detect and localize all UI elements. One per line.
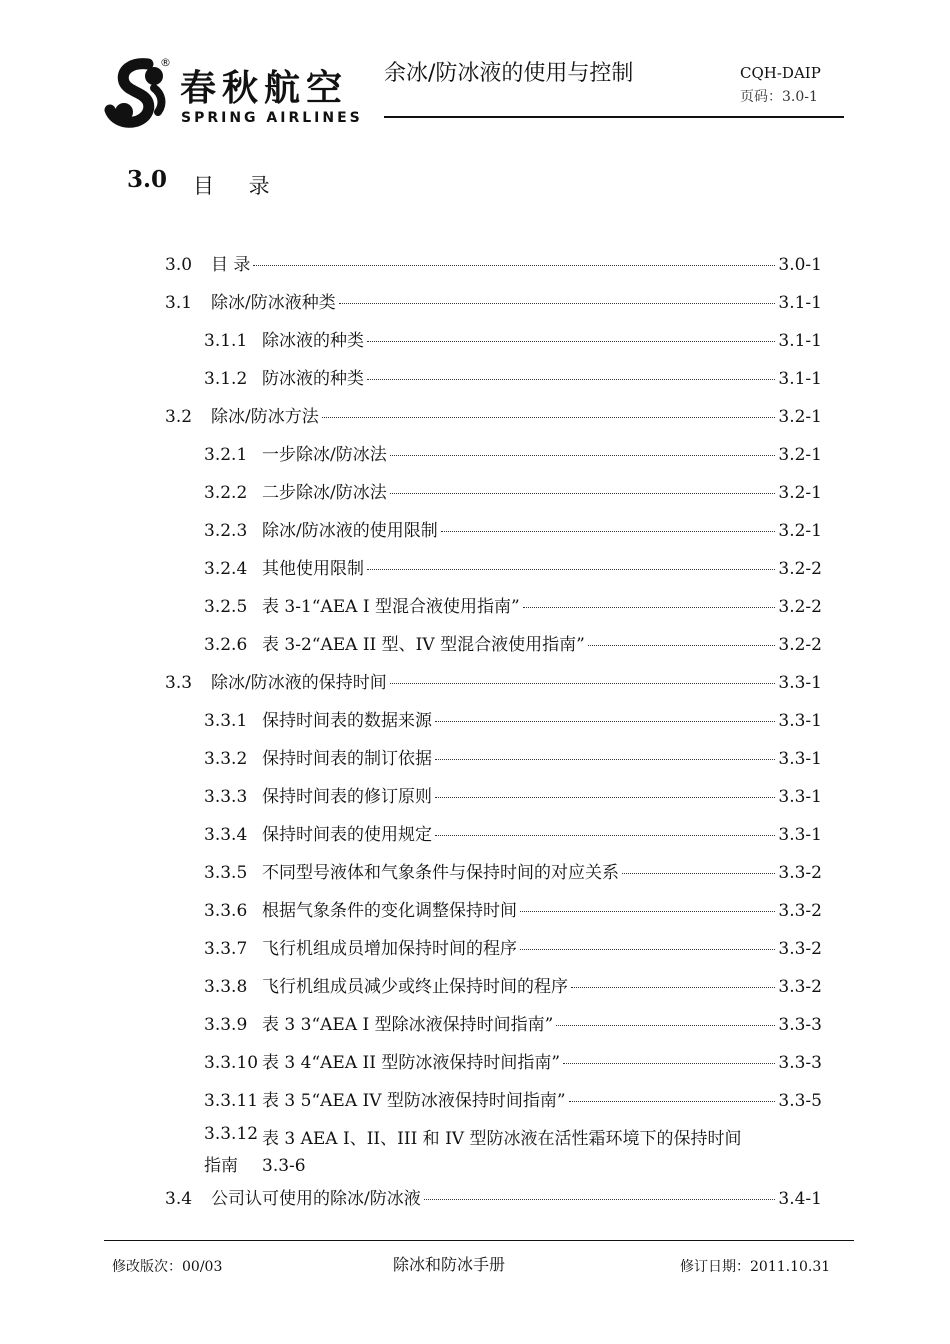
document-title: 余冰/防冰液的使用与控制 xyxy=(384,61,634,86)
toc-entry-number: 3.1 xyxy=(165,293,193,313)
toc-leader-dots xyxy=(424,1199,776,1200)
toc-entry-title: 除冰/防冰液的保持时间 xyxy=(211,673,387,693)
footer-manual-name: 除冰和防冰手册 xyxy=(393,1255,506,1274)
toc-entry-title: 除冰液的种类 xyxy=(262,331,364,351)
toc-entry-page: 3.3-5 xyxy=(778,1091,822,1111)
toc-entry-number: 3.3.5 xyxy=(204,863,248,883)
toc-entry-number: 3.3.4 xyxy=(204,825,248,845)
section-number: 3.0 xyxy=(127,166,168,193)
toc-entry-number: 3.3.1 xyxy=(204,711,248,731)
toc-entry[interactable] xyxy=(204,820,822,850)
toc-leader-dots xyxy=(390,493,776,494)
toc-entry[interactable] xyxy=(204,516,822,546)
toc-entry-number: 3.2.6 xyxy=(204,635,248,655)
toc-entry-page: 3.3-3 xyxy=(778,1053,822,1073)
footer-revision-date: 修订日期：2011.10.31 xyxy=(680,1259,831,1275)
toc-entry-page: 3.2-2 xyxy=(778,559,822,579)
toc-entry-page: 3.3-2 xyxy=(778,863,822,883)
toc-entry[interactable] xyxy=(204,744,822,774)
toc-entry-number: 3.3.8 xyxy=(204,977,248,997)
toc-entry-title: 除冰/防冰方法 xyxy=(211,407,319,427)
toc-entry-number: 3.3.7 xyxy=(204,939,248,959)
toc-entry[interactable] xyxy=(204,972,822,1002)
toc-leader-dots xyxy=(322,417,776,418)
toc-leader-dots xyxy=(441,531,776,532)
logo-chinese-name: 春秋航空 xyxy=(180,67,349,109)
toc-entry-page: 3.3-1 xyxy=(778,749,822,769)
toc-leader-dots xyxy=(435,797,775,798)
toc-entry[interactable] xyxy=(204,706,822,736)
toc-entry-title: 表 3-1“AEA I 型混合液使用指南” xyxy=(262,597,520,617)
registered-mark: ® xyxy=(160,56,171,69)
toc-entry[interactable] xyxy=(165,668,822,698)
toc-entry[interactable] xyxy=(204,896,822,926)
toc-entry[interactable] xyxy=(165,288,822,318)
section-heading xyxy=(127,166,284,198)
toc-entry-number: 3.3.3 xyxy=(204,787,248,807)
toc-entry[interactable] xyxy=(165,1184,822,1214)
toc-entry-number: 3.3.11 xyxy=(204,1091,259,1111)
toc-entry[interactable] xyxy=(204,858,822,888)
toc-leader-dots xyxy=(563,1063,775,1064)
toc-entry[interactable] xyxy=(165,402,822,432)
toc-entry-page: 3.2-1 xyxy=(778,521,822,541)
toc-entry-title: 公司认可使用的除冰/防冰液 xyxy=(211,1189,421,1209)
toc-entry-title: 不同型号液体和气象条件与保持时间的对应关系 xyxy=(262,863,619,883)
toc-entry[interactable] xyxy=(204,782,822,812)
toc-leader-dots xyxy=(520,911,775,912)
toc-leader-dots xyxy=(367,569,775,570)
toc-entry-title: 表 3-2“AEA II 型、IV 型混合液使用指南” xyxy=(262,635,585,655)
toc-leader-dots xyxy=(520,949,775,950)
toc-entry-title: 保持时间表的制订依据 xyxy=(262,749,432,769)
toc-entry[interactable] xyxy=(204,1124,822,1176)
toc-entry-number: 3.4 xyxy=(165,1189,193,1209)
toc-entry-number: 3.3.6 xyxy=(204,901,248,921)
toc-entry-page: 3.3-2 xyxy=(778,939,822,959)
toc-leader-dots xyxy=(435,759,775,760)
toc-entry-title: 表 3 4“AEA II 型防冰液保持时间指南” xyxy=(262,1053,561,1073)
toc-entry-number: 3.1.1 xyxy=(204,331,248,351)
toc-entry-page: 3.3-1 xyxy=(778,711,822,731)
toc-leader-dots xyxy=(569,1101,776,1102)
toc-entry-title-continued: 指南 xyxy=(204,1156,238,1176)
toc-leader-dots xyxy=(367,379,775,380)
toc-entry-page: 3.1-1 xyxy=(778,331,822,351)
toc-entry-page: 3.3-2 xyxy=(778,901,822,921)
toc-entry-title: 除冰/防冰液的使用限制 xyxy=(262,521,438,541)
toc-entry-title: 其他使用限制 xyxy=(262,559,364,579)
toc-entry-title: 根据气象条件的变化调整保持时间 xyxy=(262,901,517,921)
toc-entry[interactable] xyxy=(165,250,822,280)
toc-entry-number: 3.3.2 xyxy=(204,749,248,769)
toc-entry-number: 3.3.12 xyxy=(204,1124,259,1144)
toc-entry[interactable] xyxy=(204,1048,822,1078)
toc-leader-dots xyxy=(588,645,776,646)
toc-entry[interactable] xyxy=(204,630,822,660)
toc-leader-dots xyxy=(622,873,775,874)
toc-entry-number: 3.3 xyxy=(165,673,193,693)
toc-entry-page: 3.2-2 xyxy=(778,597,822,617)
toc-entry-number: 3.3.9 xyxy=(204,1015,248,1035)
page-header xyxy=(0,0,950,140)
toc-entry-number: 3.2 xyxy=(165,407,193,427)
toc-entry-page: 3.3-1 xyxy=(778,787,822,807)
toc-entry-title: 表 3 5“AEA IV 型防冰液保持时间指南” xyxy=(262,1091,566,1111)
toc-entry-page: 3.2-1 xyxy=(778,483,822,503)
toc-entry-page: 3.2-1 xyxy=(778,407,822,427)
toc-entry-number: 3.3.10 xyxy=(204,1053,259,1073)
toc-entry-page: 3.3-3 xyxy=(778,1015,822,1035)
toc-leader-dots xyxy=(556,1025,775,1026)
footer-revision: 修改版次：00/03 xyxy=(112,1259,223,1275)
toc-entry[interactable] xyxy=(204,326,822,356)
toc-entry-title: 表 3 AEA I、II、III 和 IV 型防冰液在活性霜环境下的保持时间 xyxy=(262,1129,742,1149)
toc-entry-title: 保持时间表的数据来源 xyxy=(262,711,432,731)
toc-entry[interactable] xyxy=(204,1010,822,1040)
toc-leader-dots xyxy=(367,341,775,342)
toc-entry-title: 表 3 3“AEA I 型除冰液保持时间指南” xyxy=(262,1015,554,1035)
toc-entry-number: 3.2.3 xyxy=(204,521,248,541)
toc-entry[interactable] xyxy=(204,934,822,964)
toc-entry-number: 3.0 xyxy=(165,255,193,275)
logo-english-name: SPRING AIRLINES xyxy=(181,110,363,126)
toc-entry-number: 3.2.5 xyxy=(204,597,248,617)
toc-entry-title: 保持时间表的使用规定 xyxy=(262,825,432,845)
toc-entry-page: 3.4-1 xyxy=(778,1189,822,1209)
toc-entry[interactable] xyxy=(204,364,822,394)
toc-entry-title: 保持时间表的修订原则 xyxy=(262,787,432,807)
toc-entry-page: 3.1-1 xyxy=(778,369,822,389)
toc-entry-title: 飞行机组成员减少或终止保持时间的程序 xyxy=(262,977,568,997)
page-number: 页码：3.0-1 xyxy=(740,89,818,105)
toc-entry-page: 3.0-1 xyxy=(778,255,822,275)
toc-entry-page: 3.2-1 xyxy=(778,445,822,465)
toc-entry-page: 3.3-6 xyxy=(262,1156,306,1176)
toc-entry-title: 除冰/防冰液种类 xyxy=(211,293,336,313)
toc-entry-number: 3.2.1 xyxy=(204,445,248,465)
toc-entry-number: 3.1.2 xyxy=(204,369,248,389)
toc-leader-dots xyxy=(390,455,776,456)
header-divider xyxy=(384,116,844,118)
toc-entry[interactable] xyxy=(204,554,822,584)
toc-entry[interactable] xyxy=(204,478,822,508)
toc-entry[interactable] xyxy=(204,1086,822,1116)
toc-entry-title: 一步除冰/防冰法 xyxy=(262,445,387,465)
toc-entry-number: 3.2.2 xyxy=(204,483,248,503)
toc-entry-title: 飞行机组成员增加保持时间的程序 xyxy=(262,939,517,959)
toc-entry-title: 二步除冰/防冰法 xyxy=(262,483,387,503)
toc-leader-dots xyxy=(571,987,775,988)
toc-entry-title: 防冰液的种类 xyxy=(262,369,364,389)
toc-entry-number: 3.2.4 xyxy=(204,559,248,579)
toc-entry-page: 3.1-1 xyxy=(778,293,822,313)
toc-entry[interactable] xyxy=(204,592,822,622)
document-code: CQH-DAIP xyxy=(740,64,821,82)
toc-leader-dots xyxy=(390,683,776,684)
toc-entry-page: 3.3-1 xyxy=(778,825,822,845)
toc-leader-dots xyxy=(253,265,775,266)
toc-leader-dots xyxy=(523,607,776,608)
toc-entry[interactable] xyxy=(204,440,822,470)
toc-leader-dots xyxy=(339,303,776,304)
toc-leader-dots xyxy=(435,721,775,722)
toc-entry-page: 3.3-2 xyxy=(778,977,822,997)
toc-entry-title: 目 录 xyxy=(211,255,251,275)
toc-entry-page: 3.3-1 xyxy=(778,673,822,693)
footer-divider xyxy=(104,1240,854,1241)
toc-leader-dots xyxy=(435,835,775,836)
section-title: 目 录 xyxy=(193,174,284,198)
toc-entry-page: 3.2-2 xyxy=(778,635,822,655)
